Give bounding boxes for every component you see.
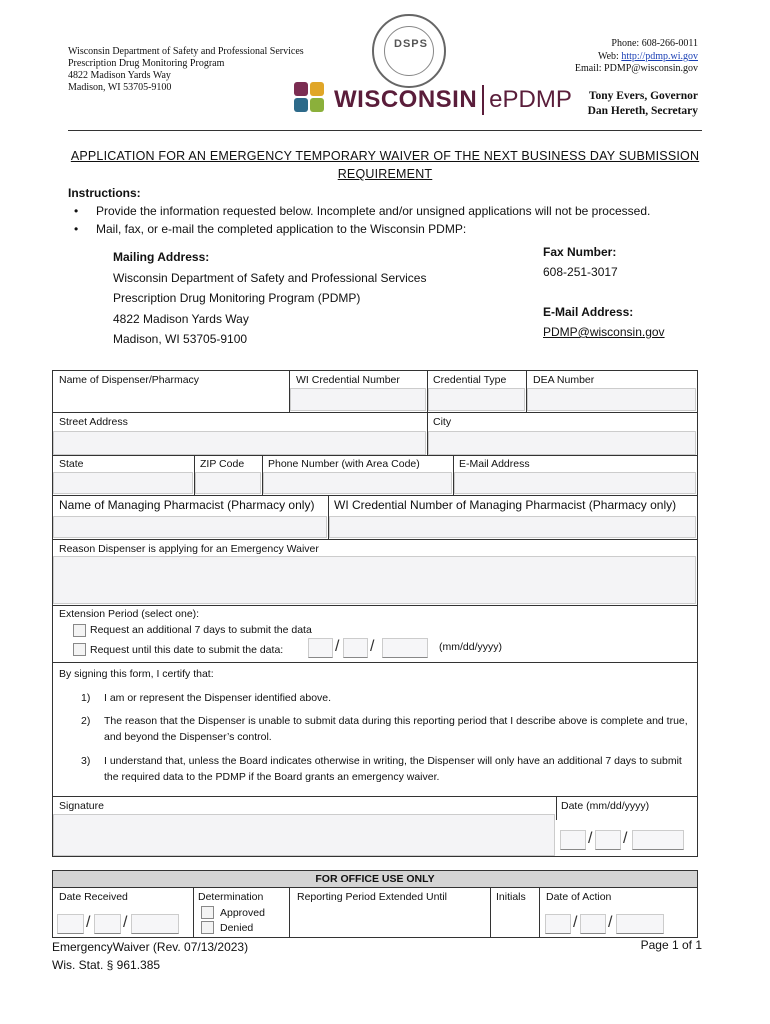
- option-7days-label: Request an additional 7 days to submit the data: [90, 624, 312, 636]
- logo-word: WISCONSIN: [334, 86, 478, 113]
- grid-line: [556, 796, 557, 820]
- governor: Tony Evers, Governor: [588, 90, 698, 102]
- grid-line: [52, 455, 698, 456]
- grid-line: [52, 662, 698, 663]
- dea-number-label: DEA Number: [533, 374, 595, 386]
- grid-line: [52, 888, 53, 938]
- agency-address: [68, 46, 304, 94]
- signature-date-label: Date (mm/dd/yyyy): [561, 800, 650, 812]
- managing-credential-label: WI Credential Number of Managing Pharmacist (Pharmacy only): [334, 498, 677, 512]
- managing-pharmacist-input[interactable]: [53, 516, 327, 538]
- logo-product: ePDMP: [489, 86, 572, 113]
- wi-credential-input[interactable]: [290, 388, 426, 411]
- initials-label: Initials: [496, 891, 526, 903]
- phone-input[interactable]: [263, 472, 452, 494]
- mailing-line: 4822 Madison Yards Way: [113, 311, 249, 326]
- signature-day-input[interactable]: [595, 830, 621, 850]
- managing-pharmacist-label: Name of Managing Pharmacist (Pharmacy only): [59, 498, 315, 512]
- mailing-line: Wisconsin Department of Safety and Professional Services: [113, 270, 427, 285]
- instructions-heading: Instructions:: [68, 186, 141, 200]
- grid-line: [52, 539, 698, 540]
- credential-type-label: Credential Type: [433, 374, 507, 386]
- state-label: State: [59, 458, 84, 470]
- signature-input[interactable]: [53, 814, 555, 856]
- grid-line: [52, 495, 698, 496]
- agency-line: Wisconsin Department of Safety and Professional Services: [68, 46, 304, 57]
- cert-item: The reason that the Dispenser is unable to submit data during this reporting period that I describe above is complete and true, and beyond the Dispenser’s control.: [104, 715, 688, 743]
- date-separator: /: [588, 830, 593, 847]
- date-separator: /: [86, 914, 91, 931]
- grid-line: [697, 888, 698, 938]
- cert-item: I am or represent the Dispenser identified above.: [104, 692, 332, 704]
- footer-left: [52, 938, 248, 974]
- page-number: Page 1 of 1: [640, 938, 702, 952]
- checkbox-until-date[interactable]: [73, 643, 86, 656]
- denied-label: Denied: [220, 922, 254, 934]
- extended-until-label: Reporting Period Extended Until: [297, 891, 448, 903]
- seal-text: DSPS: [394, 38, 428, 50]
- date-separator: /: [123, 914, 128, 931]
- email-label: E-Mail Address: [459, 458, 530, 470]
- cert-number: 2): [81, 715, 91, 727]
- credential-type-input[interactable]: [428, 388, 525, 411]
- grid-line: [697, 820, 698, 857]
- grid-line: [52, 820, 53, 857]
- grid-line: [52, 856, 698, 857]
- logo-divider: [482, 85, 484, 115]
- officials: [588, 89, 698, 119]
- grid-line: [539, 888, 540, 938]
- zip-label: ZIP Code: [200, 458, 245, 470]
- form-border: [697, 370, 698, 820]
- grid-line: [193, 888, 194, 938]
- received-day-input[interactable]: [94, 914, 121, 934]
- instructions: [68, 184, 708, 238]
- reason-textarea[interactable]: [53, 556, 696, 604]
- contact-web: Web: http://pdmp.wi.gov: [597, 50, 698, 62]
- mailing-line: Prescription Drug Monitoring Program (PDMP): [113, 291, 361, 305]
- header-rule: [68, 130, 702, 131]
- date-received-label: Date Received: [59, 891, 128, 903]
- mailing-address: [113, 247, 426, 350]
- option-until-label: Request until this date to submit the data:: [90, 644, 284, 656]
- agency-line: 4822 Madison Yards Way: [68, 70, 171, 81]
- date-separator: /: [608, 914, 613, 931]
- agency-line: Madison, WI 53705-9100: [68, 82, 172, 93]
- seal-inner-ring: [384, 26, 434, 76]
- instruction-item: • Provide the information requested below. Incomplete and/or unsigned applications will not be processed.: [68, 202, 708, 220]
- grid-line: [490, 888, 491, 938]
- cert-number: 3): [81, 755, 91, 767]
- action-year-input[interactable]: [616, 914, 664, 934]
- city-label: City: [433, 416, 452, 428]
- date-separator: /: [573, 914, 578, 931]
- signature-year-input[interactable]: [632, 830, 684, 850]
- determination-label: Determination: [198, 891, 264, 903]
- contact-email: Email: PDMP@wisconsin.gov: [574, 63, 698, 74]
- contact-phone: Phone: 608-266-0011: [611, 38, 698, 49]
- certification-intro: By signing this form, I certify that:: [59, 668, 214, 680]
- statute: Wis. Stat. § 961.385: [52, 958, 161, 972]
- action-month-input[interactable]: [545, 914, 571, 934]
- mailing-line: Madison, WI 53705-9100: [113, 332, 248, 346]
- extension-day-input[interactable]: [343, 638, 368, 658]
- extension-heading: Extension Period (select one):: [59, 608, 200, 620]
- dsps-seal: [372, 14, 446, 88]
- reason-label: Reason Dispenser is applying for an Emergency Waiver: [59, 543, 319, 555]
- checkbox-denied[interactable]: [201, 921, 214, 934]
- fax-value: 608-251-3017: [543, 265, 618, 279]
- state-input[interactable]: [53, 472, 193, 494]
- street-input[interactable]: [53, 431, 426, 455]
- date-separator: /: [335, 638, 340, 655]
- checkbox-approved[interactable]: [201, 906, 214, 919]
- extension-year-input[interactable]: [382, 638, 428, 658]
- email-block: [543, 302, 665, 342]
- web-link[interactable]: http://pdmp.wi.gov: [621, 50, 698, 62]
- office-use-heading: FOR OFFICE USE ONLY: [52, 870, 698, 888]
- form-title: APPLICATION FOR AN EMERGENCY TEMPORARY WAIVER OF THE NEXT BUSINESS DAY SUBMISSION REQUIREMENT: [70, 149, 700, 181]
- managing-credential-input[interactable]: [329, 516, 696, 538]
- logo-mark-icon: [294, 82, 332, 118]
- checkbox-7days[interactable]: [73, 624, 86, 637]
- action-day-input[interactable]: [580, 914, 606, 934]
- secretary: Dan Hereth, Secretary: [587, 105, 698, 117]
- date-of-action-label: Date of Action: [546, 891, 612, 903]
- received-month-input[interactable]: [57, 914, 84, 934]
- email-heading: E-Mail Address:: [543, 305, 634, 319]
- cert-number: 1): [81, 692, 91, 704]
- grid-line: [289, 888, 290, 938]
- extension-month-input[interactable]: [308, 638, 333, 658]
- date-separator: /: [370, 638, 375, 655]
- contact-block: [575, 38, 698, 76]
- street-label: Street Address: [59, 416, 128, 428]
- email-link[interactable]: PDMP@wisconsin.gov: [543, 325, 665, 339]
- wisconsin-epdmp-logo: [294, 82, 572, 118]
- wi-credential-label: WI Credential Number: [296, 374, 400, 386]
- zip-input[interactable]: [195, 472, 261, 494]
- signature-label: Signature: [59, 800, 104, 812]
- fax-heading: Fax Number:: [543, 245, 617, 259]
- dispenser-name-label: Name of Dispenser/Pharmacy: [59, 374, 200, 386]
- agency-line: Prescription Drug Monitoring Program: [68, 58, 225, 69]
- cert-item: I understand that, unless the Board indicates otherwise in writing, the Dispenser will only have an additional 7 days to submit the required data to the PDMP if the Board grants an emergency waiver.: [104, 755, 682, 783]
- email-input[interactable]: [454, 472, 696, 494]
- fax-block: [543, 242, 618, 282]
- received-year-input[interactable]: [131, 914, 179, 934]
- dea-number-input[interactable]: [527, 388, 696, 411]
- grid-line: [52, 412, 698, 413]
- date-separator: /: [623, 830, 628, 847]
- approved-label: Approved: [220, 907, 265, 919]
- grid-line: [52, 605, 698, 606]
- form-id: EmergencyWaiver (Rev. 07/13/2023): [52, 940, 249, 954]
- mailing-heading: Mailing Address:: [113, 250, 210, 264]
- form-border: [52, 370, 698, 371]
- instruction-item: • Mail, fax, or e-mail the completed application to the Wisconsin PDMP:: [68, 220, 708, 238]
- extension-date-format: (mm/dd/yyyy): [439, 641, 502, 653]
- grid-line: [52, 796, 698, 797]
- signature-month-input[interactable]: [560, 830, 586, 850]
- city-input[interactable]: [428, 431, 696, 455]
- phone-label: Phone Number (with Area Code): [268, 458, 420, 470]
